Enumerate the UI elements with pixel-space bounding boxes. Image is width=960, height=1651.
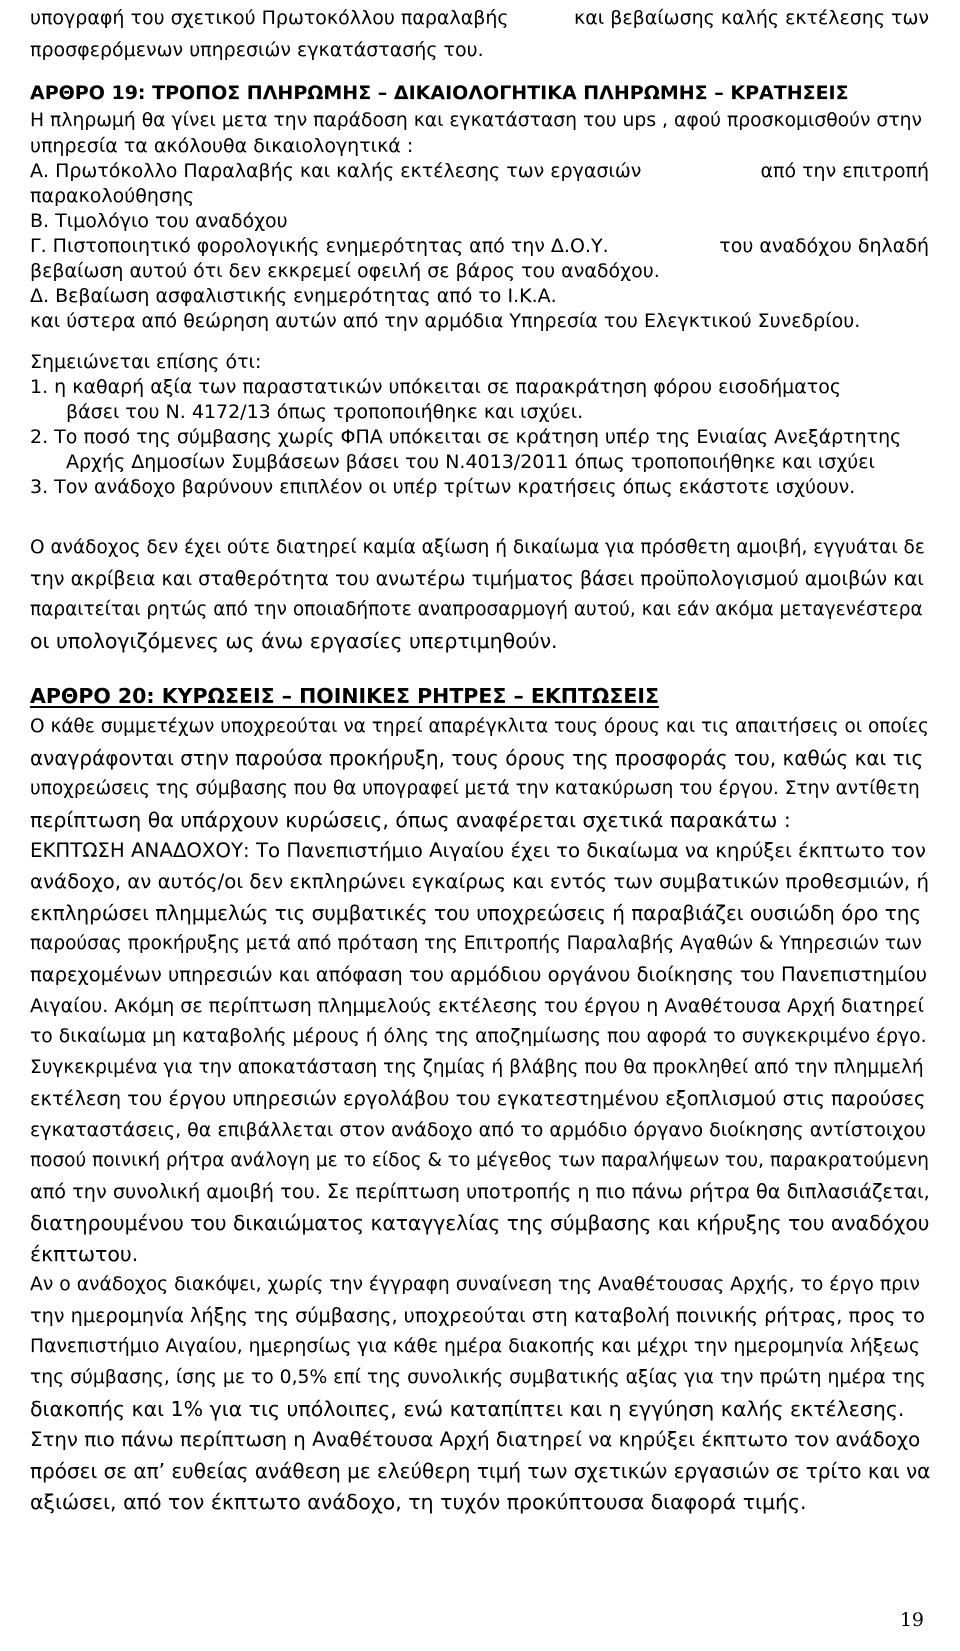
item-a-line-2: παρακολούθησης — [30, 185, 195, 207]
item-g-right: του αναδόχου δηλαδή — [719, 235, 929, 257]
article-20-line-24: Στην πιο πάνω περίπτωση η Αναθέτουσα Αρχή διατηρεί να κηρύξει έκπτωτο τον ανάδοχο — [30, 1428, 921, 1451]
note-3: 3. Τον ανάδοχο βαρύνουν επιπλέον οι υπέρ τρίτων κρατήσεις όπως εκάστοτε ισχύουν. — [30, 476, 856, 498]
article-20-line-18: έκπτωτου. — [30, 1242, 139, 1266]
article-20-line-25: πρόσει σε απ’ ευθείας ανάθεση με ελεύθερη τιμή των σχετικών εργασιών σε τρίτο και να — [30, 1459, 930, 1483]
intro-line-1-right: και βεβαίωσης καλής εκτέλεσης των — [574, 7, 929, 29]
payment-line-1: Η πληρωμή θα γίνει μετα την παράδοση και εγκατάσταση του ups , αφού προσκομισθούν στην — [30, 110, 922, 131]
intro-line-1-left: υπογραφή του σχετικού Πρωτοκόλλου παραλαβής — [30, 7, 509, 29]
after-line: και ύστερα από θεώρηση αυτών από την αρμόδια Υπηρεσία του Ελεγκτικού Συνεδρίου. — [30, 310, 861, 332]
item-b: Β. Τιμολόγιο του αναδόχου — [30, 210, 288, 232]
article-20-line-15: ποσού ποινική ρήτρα ανάλογη με το είδος & το μέγεθος των παραλήψεων του, παρακρατούμενη — [30, 1150, 929, 1171]
item-g-line-2: βεβαίωση αυτού ότι δεν εκκρεμεί οφειλή σε βάρος του αναδόχου. — [30, 260, 660, 282]
article-20-line-1: Ο κάθε συμμετέχων υποχρεούται να τηρεί απαρέγκλιτα τους όρους και τις απαιτήσεις οι οποίες — [30, 716, 929, 737]
payment-line-2: υπηρεσία τα ακόλουθα δικαιολογητικά : — [30, 135, 414, 157]
article-20-line-4: περίπτωση θα υπάρχουν κυρώσεις, όπως αναφέρεται σχετικά παρακάτω : — [30, 808, 791, 832]
note-1-line-1: 1. η καθαρή αξία των παραστατικών υπόκειται σε παρακράτηση φόρου εισοδήματος — [30, 376, 841, 398]
contractor-line-3: παραιτείται ρητώς από την οποιαδήποτε αναπροσαρμογή αυτού, και εάν ακόμα μεταγενέστερα — [30, 599, 923, 620]
note-2-line-1: 2. Το ποσό της σύμβασης χωρίς ΦΠΑ υπόκειται σε κράτηση υπέρ της Ενιαίας Ανεξάρτητης — [30, 426, 902, 448]
article-20-line-16: από την συνολική αμοιβή του. Σε περίπτωση υποτροπής η πιο πάνω ρήτρα θα διπλασιάζεται, — [30, 1180, 930, 1203]
article-20-line-14: εγκαταστάσεις, θα επιβάλλεται στον ανάδοχο από το αρμόδιο όργανο διοίκησης αντίστοιχου — [30, 1119, 926, 1141]
article-20-line-13: εκτέλεση του έργου υπηρεσιών εργολάβου του εγκατεστημένου εξοπλισμού στις παρούσες — [30, 1087, 926, 1110]
article-20-line-23: διακοπής και 1% για τις υπόλοιπες, ενώ καταπίπτει και η εγγύηση καλής εκτέλεσης. — [30, 1397, 905, 1421]
page-number: 19 — [899, 1609, 924, 1631]
note-1-line-2: βάσει του Ν. 4172/13 όπως τροποποιήθηκε και ισχύει. — [66, 401, 584, 423]
article-20-line-20: την ημερομηνία λήξης της σύμβασης, υποχρεούται στη καταβολή ποινικής ρήτρας, προς το — [30, 1304, 925, 1327]
contractor-line-4: οι υπολογιζόμενες ως άνω εργασίες υπερτιμηθούν. — [30, 629, 558, 653]
article-20-heading: ΑΡΘΡΟ 20: ΚΥΡΩΣΕΙΣ – ΠΟΙΝΙΚΕΣ ΡΗΤΡΕΣ – ΕΚΠΤΩΣΕΙΣ — [30, 684, 659, 708]
article-20-line-7: εκπληρώσει πλημμελώς τις συμβατικές του υποχρεώσεις ή παραβιάζει ουσιώδη όρο της — [30, 901, 922, 925]
article-20-line-5: ΕΚΠΤΩΣΗ ΑΝΑΔΟΧΟΥ: Το Πανεπιστήμιο Αιγαίου έχει το δικαίωμα να κηρύξει έκπτωτο τον — [30, 839, 926, 862]
intro-line-1 — [30, 2, 929, 34]
article-20-line-2: αναγράφονται στην παρούσα προκήρυξη, τους όρους της προσφοράς του, καθώς και τις — [30, 746, 924, 770]
article-20-line-21: Πανεπιστήμιο Αιγαίου, ημερησίως για κάθε ημέρα διακοπής και μέχρι την ημερομηνία λήξεως — [30, 1336, 921, 1357]
article-20-line-11: το δικαίωμα μη καταβολής μέρους ή όλης της αποζημίωσης που αφορά το συγκεκριμένο έργο. — [30, 1026, 927, 1047]
item-a-left: Α. Πρωτόκολλο Παραλαβής και καλής εκτέλεσης των εργασιών — [30, 160, 642, 182]
article-20-line-9: παρεχομένων υπηρεσιών και απόφαση του αρμόδιου οργάνου διοίκησης του Πανεπιστημίου — [30, 963, 927, 986]
article-20-line-17: διατηρουμένου του δικαιώματος καταγγελίας της σύμβασης και κήρυξης του αναδόχου — [30, 1211, 930, 1235]
article-20-line-26: αξιώσει, από τον έκπτωτο ανάδοχο, τη τυχόν προκύπτουσα διαφορά τιμής. — [30, 1490, 807, 1514]
item-a-right: από την επιτροπή — [760, 160, 929, 182]
notes-heading: Σημειώνεται επίσης ότι: — [30, 351, 262, 373]
article-19-heading: ΑΡΘΡΟ 19: ΤΡΟΠΟΣ ΠΛΗΡΩΜΗΣ – ΔΙΚΑΙΟΛΟΓΗΤΙΚΑ ΠΛΗΡΩΜΗΣ – ΚΡΑΤΗΣΕΙΣ — [30, 82, 849, 104]
item-d: Δ. Βεβαίωση ασφαλιστικής ενημερότητας από το Ι.Κ.Α. — [30, 285, 557, 307]
intro-line-2: προσφερόμενων υπηρεσιών εγκατάστασής του. — [30, 39, 484, 61]
article-20-line-8: παρούσας προκήρυξης μετά από πρόταση της Επιτροπής Παραλαβής Αγαθών & Υπηρεσιών των — [30, 933, 922, 954]
item-g-left: Γ. Πιστοποιητικό φορολογικής ενημερότητας από την Δ.Ο.Υ. — [30, 235, 609, 257]
contractor-line-2: την ακρίβεια και σταθερότητα του ανωτέρω τιμήματος βάσει προϋπολογισμού αμοιβών και — [30, 567, 924, 590]
contractor-line-1: Ο ανάδοχος δεν έχει ούτε διατηρεί καμία αξίωση ή δικαίωμα για πρόσθετη αμοιβή, εγγυάται δε — [30, 537, 925, 558]
article-20-line-3: υποχρεώσεις της σύμβασης που θα υπογραφεί μετά την κατακύρωση του έργου. Στην αντίθετη — [30, 778, 920, 799]
article-20-line-19: Αν ο ανάδοχος διακόψει, χωρίς την έγγραφη συναίνεση της Αναθέτουσας Αρχής, το έργο πριν — [30, 1274, 920, 1295]
article-20-line-6: ανάδοχο, αν αυτός/οι δεν εκπληρώνει εγκαίρως και εντός των συμβατικών προθεσμιών, ή — [30, 870, 929, 893]
article-20-line-12: Συγκεκριμένα για την αποκατάσταση της ζημίας ή βλάβης που θα προκληθεί από την πλημμελή — [30, 1057, 924, 1078]
article-20-line-22: της σύμβασης, ίσης με το 0,5% επί της συνολικής συμβατικής αξίας για την πρώτη ημέρα της — [30, 1367, 926, 1388]
note-2-line-2: Αρχής Δημοσίων Συμβάσεων βάσει του Ν.4013/2011 όπως τροποποιήθηκε και ισχύει — [66, 451, 875, 473]
article-20-line-10: Αιγαίου. Ακόμη σε περίπτωση πλημμελούς εκτέλεσης του έργου η Αναθέτουσα Αρχή διατηρεί — [30, 995, 925, 1017]
